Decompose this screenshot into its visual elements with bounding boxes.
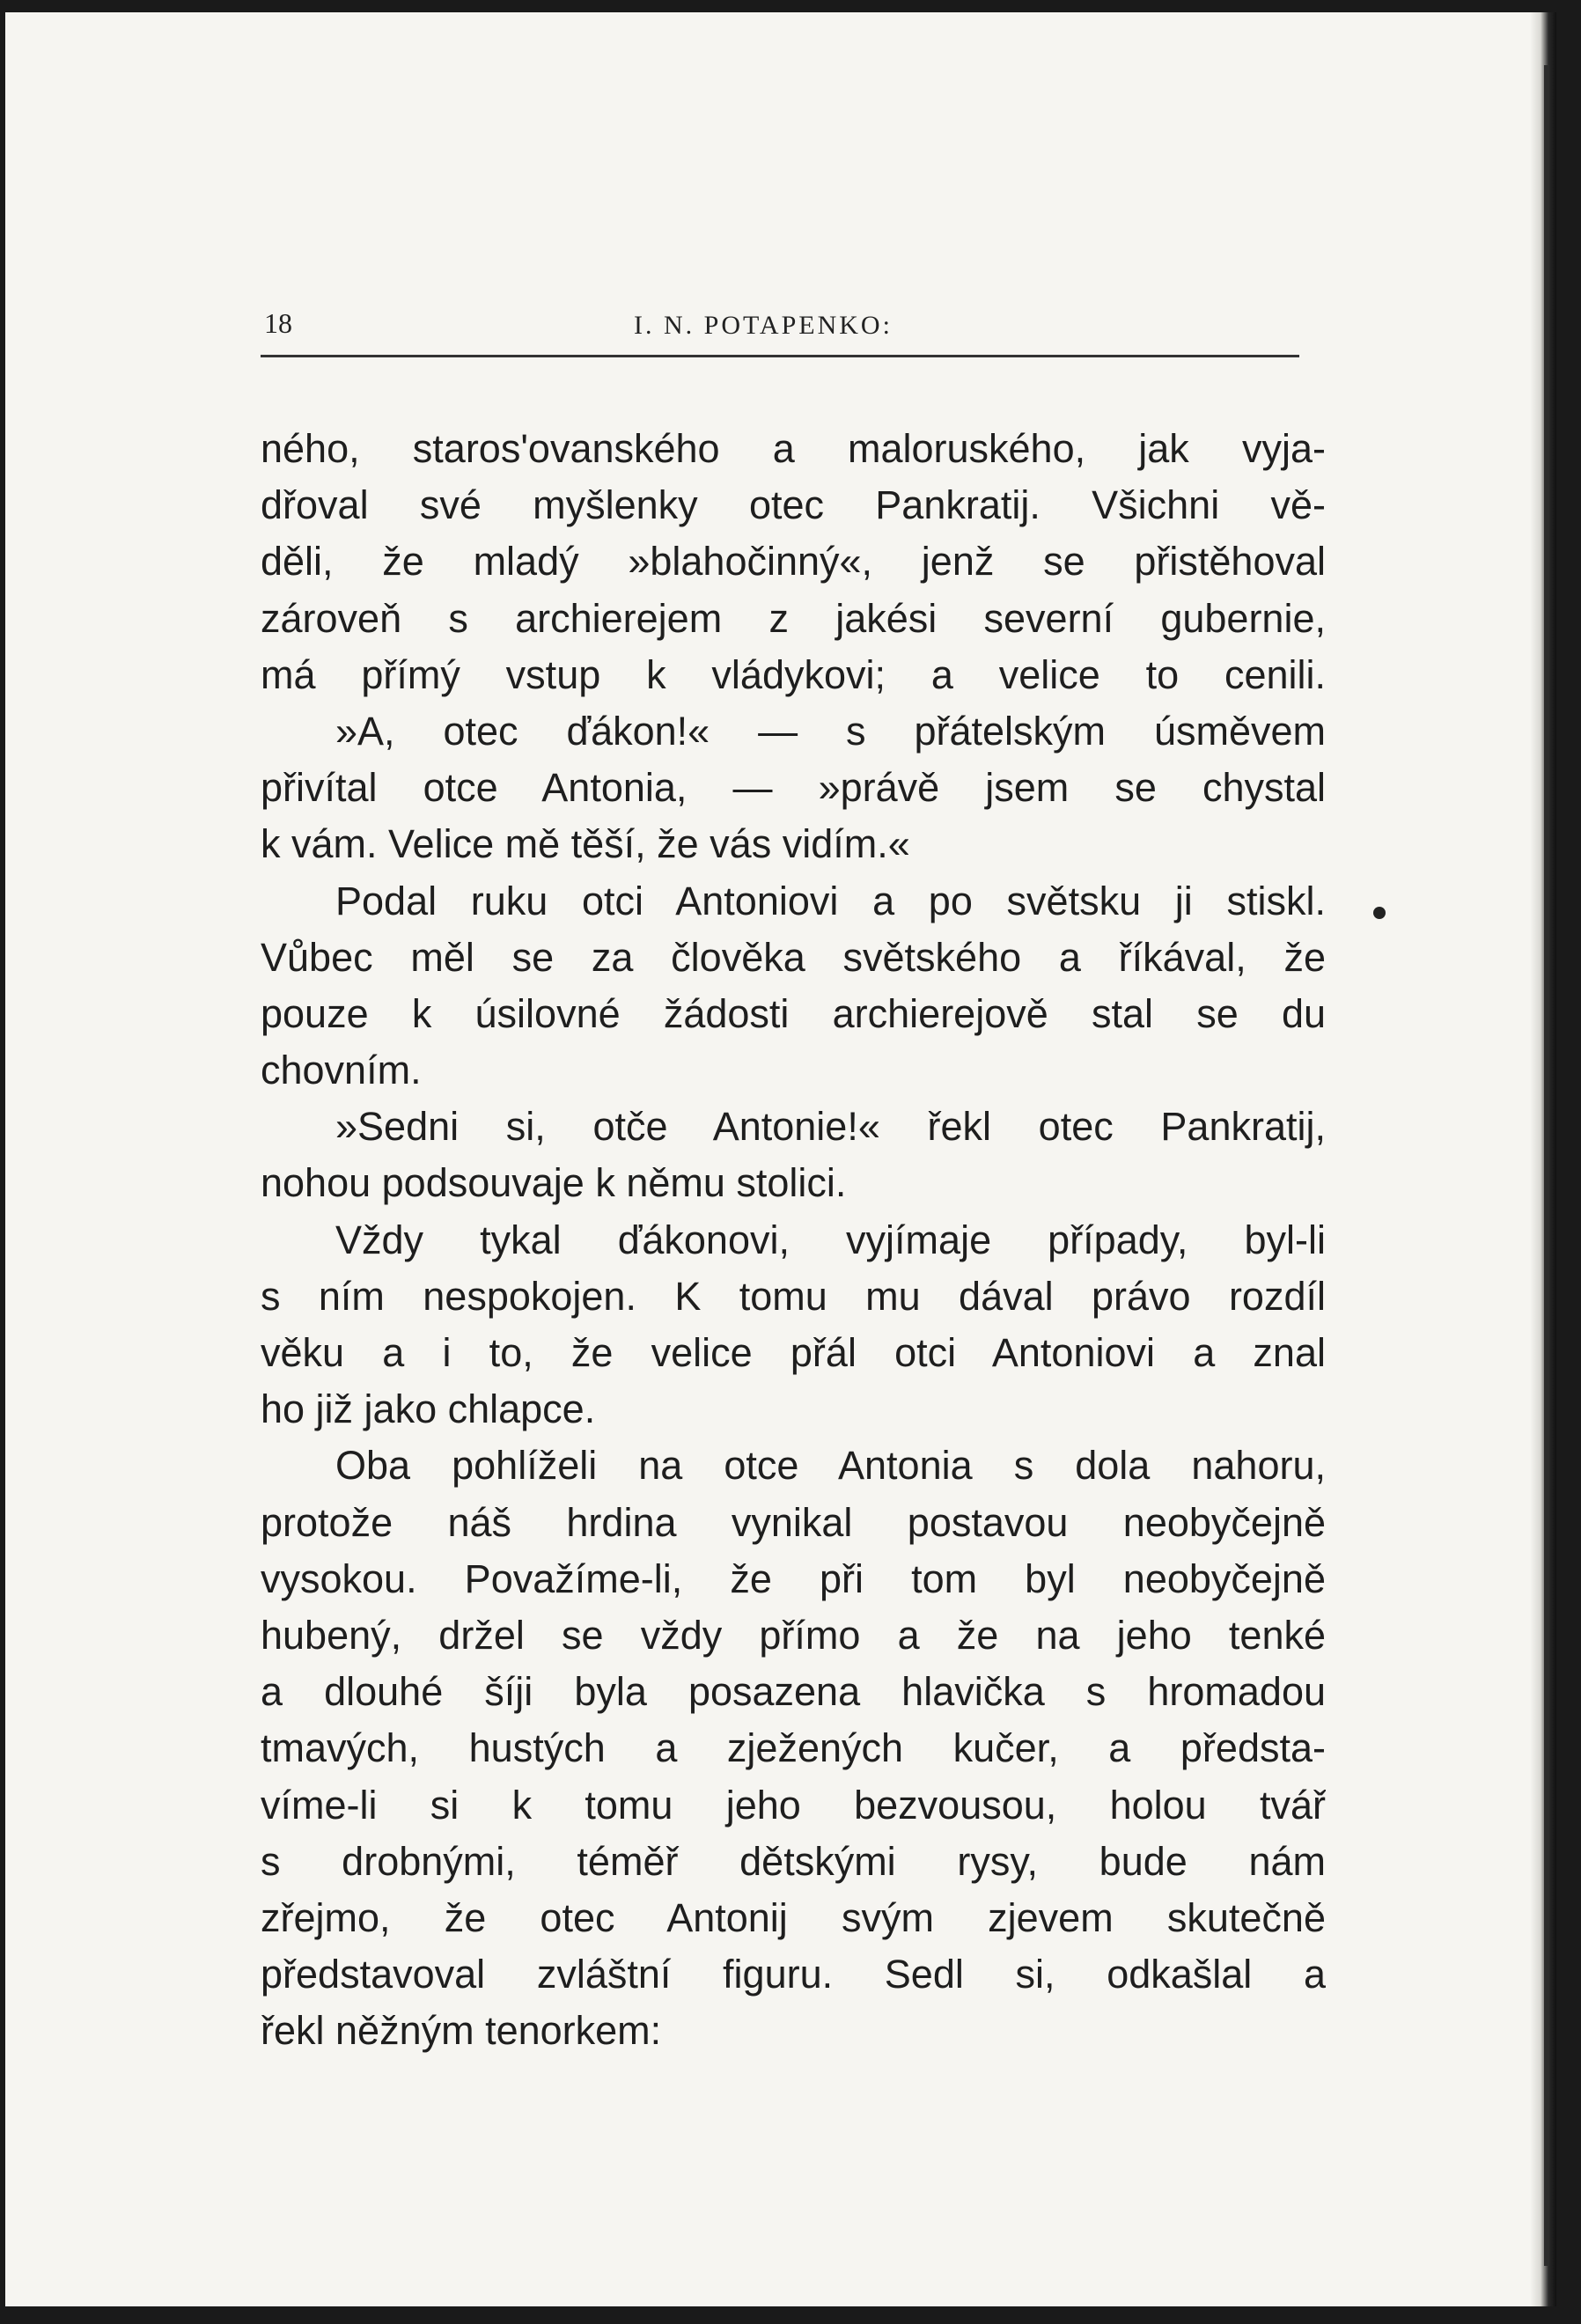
header-title: I. N. POTAPENKO:	[634, 311, 893, 340]
text-line: zřejmo, že otec Antonij svým zjevem skutečně	[261, 1894, 1326, 1940]
text-line: chovním.	[261, 1048, 422, 1093]
text-line: s ním nespokojen. K tomu mu dával právo rozdíl	[261, 1273, 1326, 1319]
text-line: ho již jako chlapce.	[261, 1386, 596, 1432]
text-line: představoval zvláštní figuru. Sedl si, odkašlal a	[261, 1952, 1326, 1997]
header-rule	[261, 355, 1299, 357]
text-line: ného, staros'ovanského a maloruského, jak vyja-	[261, 426, 1326, 471]
text-line: zároveň s archierejem z jakési severní gubernie,	[261, 595, 1326, 641]
page-binding-edge	[1530, 12, 1556, 2306]
text-line: tmavých, hustých a zježených kučer, a předsta-	[261, 1725, 1326, 1771]
text-line: přivítal otce Antonia, — »právě jsem se chystal	[261, 765, 1326, 811]
text-line: s drobnými, téměř dětskými rysy, bude nám	[261, 1838, 1326, 1884]
body-text	[261, 421, 1326, 2059]
text-line: pouze k úsilovné žádosti archierejově stal se du	[261, 990, 1326, 1036]
text-line: Vůbec měl se za člověka světského a říkával, že	[261, 934, 1326, 980]
text-line: »Sedni si, otče Antonie!« řekl otec Pankratij,	[335, 1104, 1326, 1150]
text-line: Podal ruku otci Antoniovi a po světsku ji stiskl.	[335, 878, 1326, 923]
text-line: nohou podsouvaje k němu stolici.	[261, 1160, 847, 1206]
text-line: vysokou. Považíme-li, že při tom byl neobyčejně	[261, 1555, 1326, 1601]
book-page	[5, 12, 1556, 2306]
text-line: řekl něžným tenorkem:	[261, 2008, 662, 2054]
text-line: víme-li si k tomu jeho bezvousou, holou tvář	[261, 1782, 1326, 1828]
text-line: Oba pohlíželi na otce Antonia s dola nahoru,	[335, 1443, 1326, 1489]
text-line: »A, otec ďákon!« — s přátelským úsměvem	[335, 708, 1326, 754]
text-line: a dlouhé šíji byla posazena hlavička s hromadou	[261, 1669, 1326, 1715]
ink-speck	[1373, 907, 1386, 919]
text-line: k vám. Velice mě těší, že vás vidím.«	[261, 821, 910, 867]
text-line: má přímý vstup k vládykovi; a velice to cenili.	[261, 651, 1326, 697]
text-line: Vždy tykal ďákonovi, vyjímaje případy, byl-li	[335, 1217, 1326, 1262]
page-fold-shadow	[1544, 65, 1549, 2266]
running-head	[261, 307, 1299, 349]
text-line: protože náš hrdina vynikal postavou neobyčejně	[261, 1499, 1326, 1545]
text-line: věku a i to, že velice přál otci Antoniovi a znal	[261, 1330, 1326, 1375]
text-line: děli, že mladý »blahočinný«, jenž se přistěhoval	[261, 539, 1326, 585]
page-number: 18	[264, 307, 292, 339]
text-line: dřoval své myšlenky otec Pankratij. Všichni vě-	[261, 482, 1326, 528]
text-line: hubený, držel se vždy přímo a že na jeho tenké	[261, 1612, 1326, 1658]
